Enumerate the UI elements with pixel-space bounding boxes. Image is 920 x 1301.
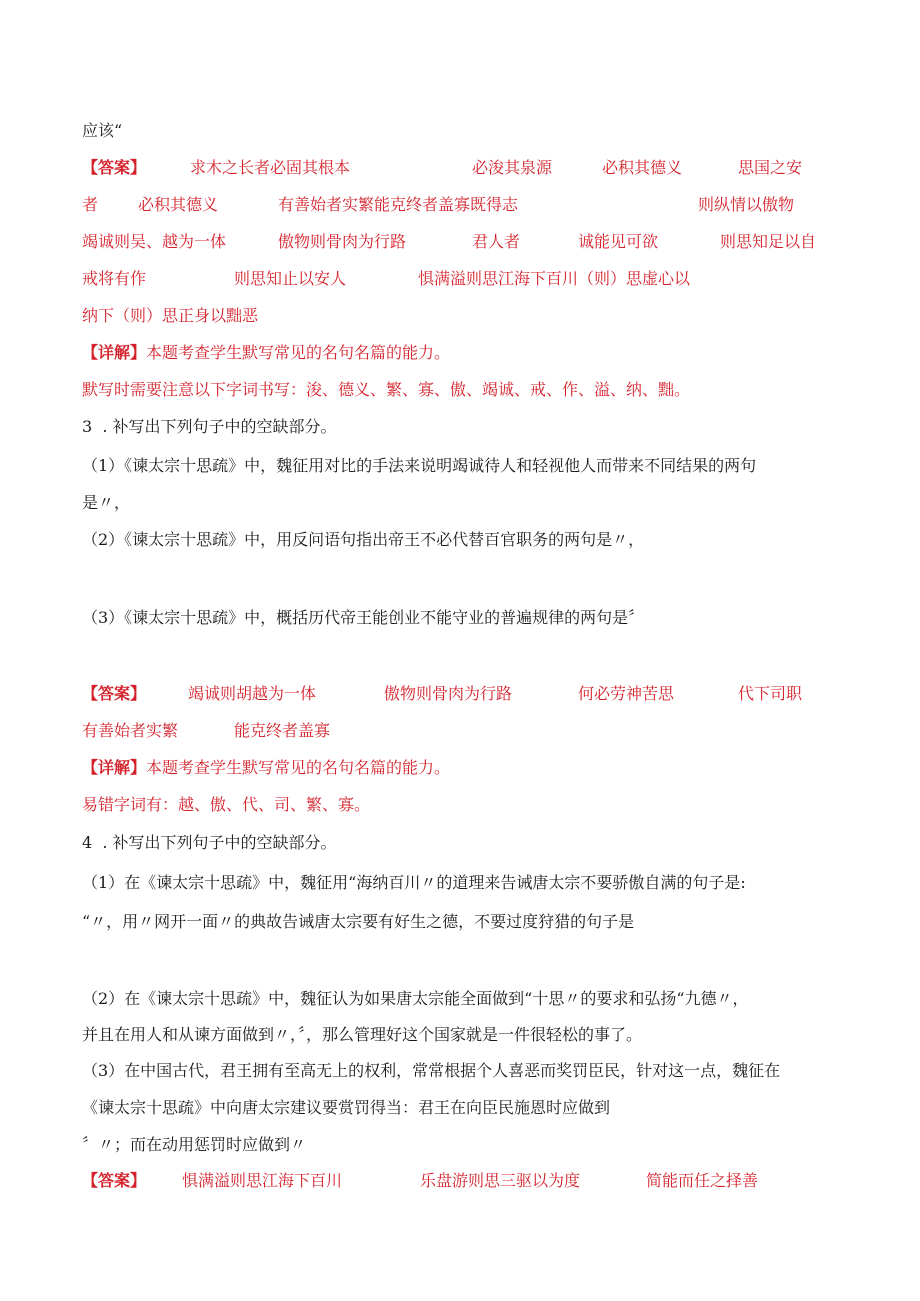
answer-text: 则思知止以安人 <box>234 269 347 288</box>
answer-text: 必浚其泉源 <box>472 158 553 177</box>
answer-text: 竭诚则胡越为一体 <box>188 684 317 703</box>
answer-text: 何必劳神苦思 <box>578 684 675 703</box>
answer-text: 惧满溢则思江海下百川 <box>182 1171 343 1190</box>
answer-text: 必积其德义 <box>602 158 683 177</box>
q3-detail <box>82 757 450 779</box>
answer-text: 傲物则骨肉为行路 <box>278 232 407 251</box>
answer-text: 戒将有作 <box>82 269 147 288</box>
answer-text: 代下司职 <box>738 684 803 703</box>
q3-detail-text: 本题考查学生默写常见的名句名篇的能力。 <box>146 758 451 777</box>
answer-text: 简能而任之择善 <box>646 1171 759 1190</box>
answer-text: 有善始者实繁 <box>82 721 179 740</box>
q3-item-2: （2）《谏太宗十思疏》中，用反问语句指出帝王不必代替百官职务的两句是〃， <box>82 530 645 549</box>
q2-detail-label: 【详解】 <box>82 343 147 362</box>
q3-item-1: （1）《谏太宗十思疏》中，魏征用对比的手法来说明竭诚待人和轻视他人而带来不同结果的两句 <box>82 456 757 475</box>
answer-text: 竭诚则吴、越为一体 <box>82 232 227 251</box>
answer-text: 思国之安 <box>738 158 803 177</box>
answer-text: 必积其德义 <box>138 195 219 214</box>
answer-text: 则思知足以自 <box>720 232 817 251</box>
q3-item-3: （3）《谏太宗十思疏》中，概括历代帝王能创业不能守业的普遍规律的两句是〞 <box>82 608 645 627</box>
q3-note: 易错字词有：越、傲、代、司、繁、寡。 <box>82 795 371 814</box>
q2-detail-text: 本题考查学生默写常见的名句名篇的能力。 <box>146 343 451 362</box>
answer-text: 求木之长者必固其根本 <box>190 158 351 177</box>
q4-item-1: （1）在《谏太宗十思疏》中，魏征用“海纳百川〃的道理来告诫唐太宗不要骄傲自满的句子是: <box>82 873 746 892</box>
answer-text: 则纵情以傲物 <box>698 195 795 214</box>
q3-answer-label: 【答案】 <box>82 684 147 703</box>
q4-item-3-cont: 《谏太宗十思疏》中向唐太宗建议要赏罚得当：君王在向臣民施恩时应做到 <box>82 1098 611 1117</box>
q4-item-3-cont2: 〞〃；而在动用惩罚时应做到〃 <box>82 1135 307 1154</box>
q2-note: 默写时需要注意以下字词书写：浚、德义、繁、寡、傲、竭诚、戒、作、溢、纳、黜。 <box>82 380 691 399</box>
answer-text: 君人者 <box>472 232 521 251</box>
q2-answer-line-5: 纳下（则）思正身以黜恶 <box>82 306 259 325</box>
q4-item-3: （3）在中国古代，君王拥有至高无上的权利，常常根据个人喜恶而奖罚臣民，针对这一点，魏征在 <box>82 1061 781 1080</box>
answer-text: 能克终者盖寡 <box>234 721 331 740</box>
answer-text: 惧满溢则思江海下百川（则）思虚心以 <box>418 269 691 288</box>
q3-title: 3 . 补写出下列句子中的空缺部分。 <box>82 417 337 436</box>
q4-answer-line-1 <box>82 1170 842 1280</box>
answer-text: 诚能见可欲 <box>578 232 659 251</box>
q3-item-1-cont: 是〃， <box>82 493 131 512</box>
q4-item-2: （2）在《谏太宗十思疏》中，魏征认为如果唐太宗能全面做到“十思〃的要求和弘扬“九德〃， <box>82 989 749 1008</box>
q2-answer-label: 【答案】 <box>82 158 147 177</box>
answer-text: 傲物则骨肉为行路 <box>384 684 513 703</box>
q4-title: 4 . 补写出下列句子中的空缺部分。 <box>82 833 337 852</box>
intro-text: 应该“ <box>82 121 123 140</box>
q4-item-1-cont: “〃，用〃网开一面〃的典故告诫唐太宗要有好生之德，不要过度狩猎的句子是 <box>82 912 635 931</box>
answer-text: 乐盘游则思三驱以为度 <box>420 1171 581 1190</box>
q4-item-2-cont: 并且在用人和从谏方面做到〃，〞，那么管理好这个国家就是一件很轻松的事了。 <box>82 1025 643 1044</box>
q3-detail-label: 【详解】 <box>82 758 147 777</box>
q2-detail <box>82 342 450 364</box>
q4-answer-label: 【答案】 <box>82 1171 147 1190</box>
answer-text: 者 <box>82 195 99 214</box>
answer-text: 有善始者实繁能克终者盖寡既得志 <box>278 195 519 214</box>
